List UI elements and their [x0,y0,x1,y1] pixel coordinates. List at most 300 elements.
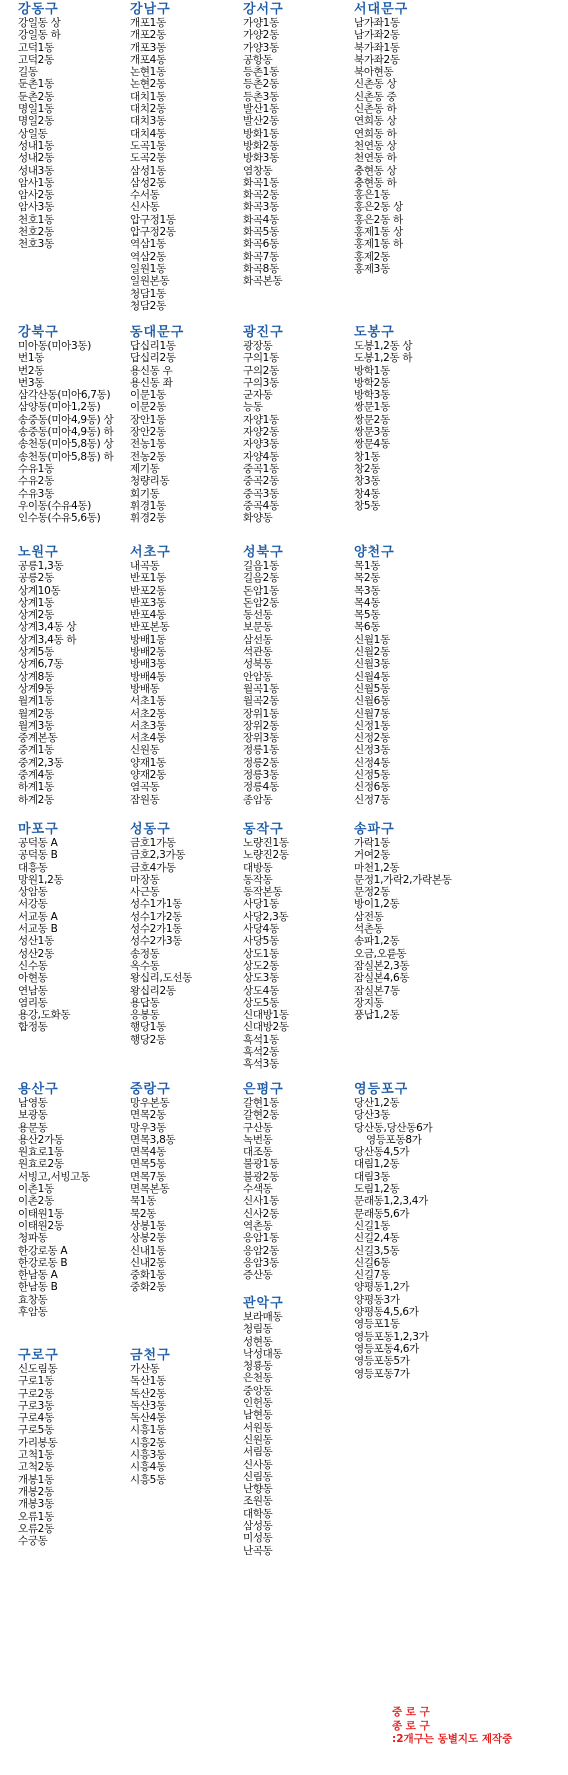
dong-item: 면목5동 [130,1158,166,1171]
dong-item: 인헌동 [243,1397,273,1410]
dong-item: 화곡5동 [243,226,279,239]
district-column [243,545,363,806]
district-name: 영등포구 [354,1082,409,1097]
dong-item: 강일동 하 [18,29,61,42]
dong-item: 독산4동 [130,1412,166,1425]
dong-item: 중화1동 [130,1269,166,1282]
dong-item: 묵2동 [130,1207,157,1220]
dong-item: 명일1동 [18,103,54,116]
dong-item: 남가좌2동 [354,29,400,42]
dong-item: 화곡2동 [243,189,279,202]
dong-item: 상계1동 [18,596,54,609]
dong-item: 중곡1동 [243,462,279,475]
dong-item: 수유3동 [18,487,54,500]
dong-item: 신월7동 [354,707,390,720]
dong-item: 쌍문2동 [354,413,390,426]
dong-item: 돈암1동 [243,584,279,597]
dong-item: 서초3동 [130,719,166,732]
dong-item: 합정동 [18,1021,48,1034]
dong-item: 정릉2동 [243,756,279,769]
district-column [18,325,138,524]
dong-item: 수유1동 [18,462,54,475]
dong-item: 남영동 [18,1097,48,1109]
dong-item: 상일동 [18,127,48,140]
dong-item: 가양2동 [243,29,279,42]
dong-item: 성내3동 [18,164,54,177]
dong-item: 대방동 [243,861,273,874]
dong-item: 상계9동 [18,682,54,695]
dong-item: 구의3동 [243,376,279,389]
dong-item: 망원1,2동 [18,873,64,886]
dong-item: 길음1동 [243,560,279,572]
dong-item: 독산1동 [130,1375,166,1388]
dong-item: 번2동 [18,364,45,377]
dong-item: 월곡2동 [243,695,279,708]
dong-item: 정릉4동 [243,781,279,794]
dong-item: 문래동5,6가 [354,1207,410,1220]
dong-item: 신월6동 [354,695,390,708]
dong-item: 상계3,4동 하 [18,633,77,646]
dong-item: 남현동 [243,1409,273,1422]
district-name: 마포구 [18,822,59,837]
dong-item: 월계2동 [18,707,54,720]
dong-item: 보문동 [243,621,273,634]
dong-item: 염리동 [18,996,48,1009]
dong-item: 회기동 [130,487,160,500]
dong-item: 행당2동 [130,1033,166,1046]
dong-item: 신길1동 [354,1219,390,1232]
dong-item: 홍제2동 [354,250,390,263]
dong-item: 묵1동 [130,1195,157,1208]
dong-item: 방화3동 [243,152,279,165]
dong-item: 쌍문1동 [354,401,390,414]
dong-item: 목1동 [354,560,381,572]
dong-item: 장위3동 [243,732,279,745]
dong-item: 수서동 [130,189,160,202]
dong-item: 응암2동 [243,1244,279,1257]
dong-item: 서강동 [18,898,48,911]
dong-item: 반포본동 [130,621,170,634]
dong-item: 신촌동 중 [354,90,397,103]
dong-item: 노량진1동 [243,837,289,849]
dong-item: 가양1동 [243,17,279,29]
dong-item: 안암동 [243,670,273,683]
district-column [18,1082,138,1318]
dong-item: 대치4동 [130,127,166,140]
dong-item: 성북동 [243,658,273,671]
dong-item: 성수2가1동 [130,923,183,936]
dong-item: 갈현2동 [243,1109,279,1122]
dong-item: 신사동 [130,201,160,214]
dong-item: 중계1동 [18,744,54,757]
dong-item: 중곡2동 [243,475,279,488]
district-name: 관악구 [243,1296,284,1311]
dong-item: 상계3,4동 상 [18,621,77,634]
dong-item: 충현동 상 [354,164,397,177]
dong-item: 서초1동 [130,695,166,708]
district-name: 성동구 [130,822,171,837]
dong-item: 홍제1동 상 [354,226,403,239]
dong-item: 등촌1동 [243,66,279,79]
dong-item: 둔촌1동 [18,78,54,91]
dong-item: 금호4가동 [130,861,176,874]
dong-item: 청룡동 [243,1360,273,1373]
dong-item: 명일2동 [18,115,54,128]
dong-item: 면목2동 [130,1109,166,1122]
dong-item: 서교동 A [18,910,58,923]
dong-item: 흑석3동 [243,1058,279,1071]
dong-item: 개포2동 [130,29,166,42]
dong-item: 독산3동 [130,1399,166,1412]
dong-item: 월계1동 [18,695,54,708]
dong-item: 청량리동 [130,475,170,488]
dong-item: 염곡동 [130,781,160,794]
district-name: 서초구 [130,545,171,560]
dong-item: 한남동 B [18,1281,58,1294]
dong-item: 송정동 [130,947,160,960]
dong-item: 목3동 [354,584,381,597]
dong-item: 연희동 하 [354,127,397,140]
district-name: 성북구 [243,545,284,560]
dong-item: 암사3동 [18,201,54,214]
dong-item: 송파1,2동 [354,935,400,948]
dong-item: 신정7동 [354,793,390,806]
dong-item: 사당5동 [243,935,279,948]
dong-item: 행당1동 [130,1021,166,1034]
dong-item: 가리봉동 [18,1436,58,1449]
district-name: 강동구 [18,2,59,17]
dong-item: 구산동 [243,1121,273,1134]
dong-item: 도곡2동 [130,152,166,165]
dong-item: 방화1동 [243,127,279,140]
dong-item: 신원동 [130,744,160,757]
dong-item: 고척1동 [18,1449,54,1462]
dong-item: 중화2동 [130,1281,166,1294]
dong-item: 장위2동 [243,719,279,732]
dong-item: 시흥1동 [130,1424,166,1437]
district-name: 중랑구 [130,1082,171,1097]
dong-item: 구로1동 [18,1375,54,1388]
dong-item: 화곡8동 [243,262,279,275]
dong-item: 사당2,3동 [243,910,289,923]
dong-item: 번3동 [18,376,45,389]
dong-item: 천연동 상 [354,139,397,152]
dong-item: 방화2동 [243,139,279,152]
dong-item: 거여2동 [354,849,390,862]
dong-item: 용산2가동 [18,1133,64,1146]
dong-item: 대치1동 [130,90,166,103]
dong-item: 신대방1동 [243,1009,289,1022]
dong-item: 삼각산동(미아6,7동) [18,389,111,402]
dong-item: 방배3동 [130,658,166,671]
dong-item: 응암3동 [243,1256,279,1269]
dong-item: 오류1동 [18,1510,54,1523]
dong-item: 망우3동 [130,1121,166,1134]
dong-item: 군자동 [243,389,273,402]
dong-item: 목4동 [354,596,381,609]
dong-item: 전농2동 [130,450,166,463]
dong-item: 용답동 [130,996,160,1009]
dong-item: 신사동 [243,1458,273,1471]
dong-item: 방학2동 [354,376,390,389]
dong-item: 이문1동 [130,389,166,402]
dong-item: 신원동 [243,1433,273,1446]
dong-item: 상봉1동 [130,1219,166,1232]
dong-item: 중곡3동 [243,487,279,500]
district-column [354,2,474,275]
dong-item: 월곡1동 [243,682,279,695]
dong-item: 길동 [18,66,38,79]
dong-item: 가산동 [130,1363,160,1375]
dong-item: 사근동 [130,886,160,899]
dong-item: 삼전동 [354,910,384,923]
dong-item: 대림3동 [354,1170,390,1183]
district-column [130,2,250,312]
dong-item: 도봉1,2동 하 [354,352,413,365]
dong-item: 옥수동 [130,959,160,972]
dong-item: 신정1동 [354,719,390,732]
dong-item: 삼양동(미아1,2동) [18,401,101,414]
dong-item: 구로3동 [18,1399,54,1412]
district-column [243,822,363,1071]
note-line-3: :2개구는 동별지도 제작중 [392,1733,513,1745]
dong-item: 장안2동 [130,426,166,439]
dong-item: 영등포동1,2,3가 [354,1330,429,1343]
dong-item: 상도4동 [243,984,279,997]
dong-item: 자양4동 [243,450,279,463]
dong-item: 면목4동 [130,1146,166,1159]
district-name: 도봉구 [354,325,395,340]
dong-item: 문정1,가락2,가락본동 [354,873,452,886]
dong-item: 중앙동 [243,1384,273,1397]
dong-item: 염창동 [243,164,273,177]
dong-item: 하계1동 [18,781,54,794]
dong-item: 개봉2동 [18,1485,54,1498]
dong-item: 목5동 [354,609,381,622]
dong-item: 금호1가동 [130,837,176,849]
dong-item: 신내2동 [130,1256,166,1269]
dong-item: 일원본동 [130,275,170,288]
dong-item: 증산동 [243,1269,273,1282]
district-name: 동대문구 [130,325,185,340]
dong-item: 신정6동 [354,781,390,794]
dong-item: 전농1동 [130,438,166,451]
dong-item: 사당1동 [243,898,279,911]
dong-item: 홍은2동 하 [354,213,403,226]
dong-item: 응암1동 [243,1232,279,1245]
dong-item: 신길7동 [354,1269,390,1282]
dong-item: 화곡1동 [243,176,279,189]
dong-item: 자양1동 [243,413,279,426]
dong-item: 방배4동 [130,670,166,683]
district-name: 강남구 [130,2,171,17]
district-name: 금천구 [130,1348,171,1363]
dong-item: 신림동 [243,1470,273,1483]
dong-item: 서초4동 [130,732,166,745]
dong-item: 논현1동 [130,66,166,79]
dong-item: 중곡4동 [243,499,279,512]
dong-item: 화곡6동 [243,238,279,251]
dong-item: 개봉3동 [18,1498,54,1511]
dong-item: 역삼1동 [130,238,166,251]
district-column [354,822,474,1021]
dong-item: 조원동 [243,1495,273,1508]
dong-item: 잠실본2,3동 [354,959,410,972]
dong-item: 성내2동 [18,152,54,165]
dong-item: 미성동 [243,1532,273,1545]
dong-item: 쌍문3동 [354,426,390,439]
dong-item: 신월3동 [354,658,390,671]
dong-item: 용신동 우 [130,364,173,377]
dong-item: 압구정1동 [130,213,176,226]
dong-item: 천연동 하 [354,152,397,165]
dong-item: 대조동 [243,1146,273,1159]
district-name: 서대문구 [354,2,409,17]
district-column [130,1082,250,1294]
dong-item: 홍제1동 하 [354,238,403,251]
dong-item: 신월2동 [354,646,390,659]
dong-item: 서빙고,서빙고동 [18,1170,90,1183]
dong-item: 휘경2동 [130,512,166,525]
dong-item: 불광1동 [243,1158,279,1171]
dong-item: 연희동 상 [354,115,397,128]
dong-item: 난곡동 [243,1544,273,1557]
dong-item: 창3동 [354,475,381,488]
dong-item: 신사2동 [243,1207,279,1220]
dong-item: 녹번동 [243,1133,273,1146]
dong-item: 고덕2동 [18,53,54,66]
dong-item: 인수동(수유5,6동) [18,512,101,525]
dong-item: 송중동(미아4,9동) 하 [18,426,114,439]
dong-item: 목2동 [354,572,381,585]
dong-item: 신월4동 [354,670,390,683]
dong-item: 신촌동 하 [354,103,397,116]
dong-item: 반포1동 [130,572,166,585]
dong-item: 중계4동 [18,769,54,782]
district-column [243,2,363,288]
dong-item: 강일동 상 [18,17,61,29]
dong-item: 고척2동 [18,1461,54,1474]
dong-item: 상계10동 [18,584,61,597]
dong-item: 양재2동 [130,769,166,782]
dong-item: 성산2동 [18,947,54,960]
dong-item: 수유2동 [18,475,54,488]
dong-item: 성수2가3동 [130,935,183,948]
dong-item: 성내1동 [18,139,54,152]
dong-item: 북가좌1동 [354,41,400,54]
dong-item: 천호3동 [18,238,54,251]
dong-item: 자양3동 [243,438,279,451]
dong-item: 신사1동 [243,1195,279,1208]
dong-item: 석촌동 [354,923,384,936]
dong-item: 구로5동 [18,1424,54,1437]
dong-item: 왕십리,도선동 [130,972,193,985]
dong-item: 흑석2동 [243,1046,279,1059]
dong-item: 상도1동 [243,947,279,960]
dong-item: 신대방2동 [243,1021,289,1034]
dong-item: 제기동 [130,462,160,475]
dong-item: 용문동 [18,1121,48,1134]
dong-item: 보라매동 [243,1311,283,1323]
dong-item: 대학동 [243,1507,273,1520]
dong-item: 용신동 좌 [130,376,173,389]
dong-item: 낙성대동 [243,1347,283,1360]
dong-item: 효창동 [18,1293,48,1306]
district-column [18,822,138,1034]
dong-item: 도림1,2동 [354,1183,400,1196]
dong-item: 성수1가2동 [130,910,183,923]
dong-item: 대치2동 [130,103,166,116]
dong-item: 대흥동 [18,861,48,874]
district-column [354,545,474,806]
dong-item: 동선동 [243,609,273,622]
dong-item: 면목3,8동 [130,1133,176,1146]
dong-item: 양평동1,2가 [354,1281,410,1294]
district-name: 구로구 [18,1348,59,1363]
dong-item: 당산1,2동 [354,1097,400,1109]
dong-item: 신정5동 [354,769,390,782]
dong-item: 중계본동 [18,732,58,745]
dong-item: 한강로동 B [18,1256,68,1269]
dong-item: 신수동 [18,959,48,972]
dong-item: 홍은1동 [354,189,390,202]
dong-item: 상봉2동 [130,1232,166,1245]
dong-item: 은천동 [243,1372,273,1385]
dong-item: 암사2동 [18,189,54,202]
dong-item: 상암동 [18,886,48,899]
dong-item: 잠원동 [130,793,160,806]
dong-item: 암사1동 [18,176,54,189]
dong-item: 상계6,7동 [18,658,64,671]
dong-item: 돈암2동 [243,596,279,609]
dong-item: 시흥4동 [130,1461,166,1474]
district-column [18,545,138,806]
dong-item: 신길3,5동 [354,1244,400,1257]
dong-item: 아현동 [18,972,48,985]
dong-item: 잠실본7동 [354,984,400,997]
dong-item: 청담2동 [130,299,166,312]
dong-item: 둔촌2동 [18,90,54,103]
dong-item: 목6동 [354,621,381,634]
dong-item: 가락1동 [354,837,390,849]
dong-item: 이문2동 [130,401,166,414]
dong-item: 고덕1동 [18,41,54,54]
dong-item: 상도3동 [243,972,279,985]
dong-item: 구로2동 [18,1387,54,1400]
dong-item: 영등포1동 [354,1318,400,1331]
dong-item: 천호1동 [18,213,54,226]
district-column [354,325,474,512]
dong-item: 보광동 [18,1109,48,1122]
district-column [243,325,363,524]
dong-item: 하계2동 [18,793,54,806]
district-name: 노원구 [18,545,59,560]
district-name: 동작구 [243,822,284,837]
dong-item: 압구정2동 [130,226,176,239]
dong-item: 당산동4,5가 [354,1146,410,1159]
dong-item: 송천동(미아5,8동) 하 [18,450,114,463]
dong-item: 서교동 B [18,923,58,936]
dong-item: 종암동 [243,793,273,806]
dong-item: 구로4동 [18,1412,54,1425]
dong-item: 공덕동 B [18,849,58,862]
dong-item: 당산3동 [354,1109,390,1122]
dong-item: 월계3동 [18,719,54,732]
dong-item: 연남동 [18,984,48,997]
dong-item: 갈현1동 [243,1097,279,1109]
dong-item: 이태원1동 [18,1207,64,1220]
dong-item: 잠실본4,6동 [354,972,410,985]
